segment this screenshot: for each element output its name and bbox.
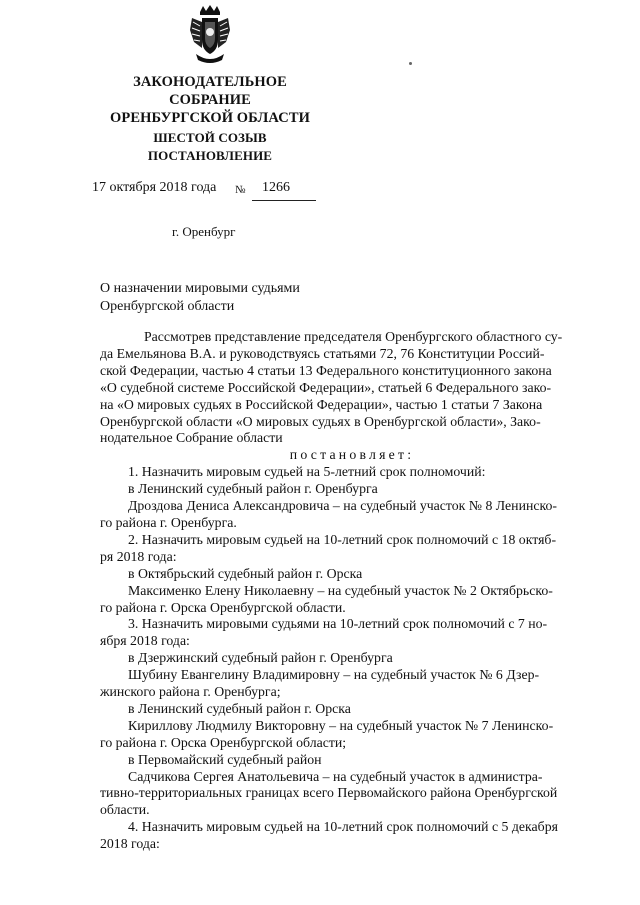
number-sign: № — [235, 184, 246, 196]
preamble-line: нодательное Собрание области — [100, 430, 283, 446]
header-line-1: ЗАКОНОДАТЕЛЬНОЕ — [133, 74, 287, 90]
subject — [100, 280, 300, 315]
header-line-2: СОБРАНИЕ — [169, 92, 251, 108]
item-line: 3. Назначить мировыми судьями на 10-летний срок полномочий с 7 но- — [128, 616, 548, 632]
item-line: в Дзержинский судебный район г. Оренбурга — [128, 650, 393, 666]
item-line: в Первомайский судебный район — [128, 751, 322, 767]
item-line: 2018 года: — [100, 836, 160, 852]
item-line: в Октябрьский судебный район г. Орска — [128, 565, 363, 581]
preamble-line: да Емельянова В.А. и руководствуясь статьями 72, 76 Конституции Россий- — [100, 345, 545, 361]
preamble-line: на «О мировых судьях в Российской Федерации», частью 1 статьи 7 Закона — [100, 396, 543, 412]
item-line: Кириллову Людмилу Викторовну – на судебный участок № 7 Ленинско- — [128, 717, 554, 733]
item-line: Садчикова Сергея Анатольевича – на судебный участок в администра- — [128, 768, 543, 784]
item-line: 2. Назначить мировым судьей на 10-летний срок полномочий с 18 октяб- — [128, 531, 557, 547]
preamble-line: Оренбургской области «О мировых судьях в Оренбургской области», Зако- — [100, 413, 541, 429]
city: г. Оренбург — [172, 224, 236, 239]
item-line: Шубину Евангелину Владимировну – на судебный участок № 6 Дзер- — [128, 667, 540, 683]
item-line: области. — [100, 802, 150, 818]
convocation: ШЕСТОЙ СОЗЫВ — [153, 130, 267, 145]
resolves-word: постановляет: — [289, 447, 415, 463]
header-line-3: ОРЕНБУРГСКОЙ ОБЛАСТИ — [110, 110, 310, 126]
item-line: Дроздова Дениса Александровича – на судебный участок № 8 Ленинско- — [128, 498, 557, 514]
number-underline — [252, 200, 316, 201]
item-line: ября 2018 года: — [100, 633, 190, 649]
item-line: го района г. Оренбурга. — [100, 514, 237, 530]
document-type: ПОСТАНОВЛЕНИЕ — [147, 148, 273, 163]
preamble-line: Рассмотрев представление председателя Оренбургского областного су- — [144, 329, 563, 344]
item-line: Максименко Елену Николаевну – на судебный участок № 2 Октябрьско- — [128, 582, 553, 598]
item-line: го района г. Орска Оренбургской области. — [100, 599, 346, 615]
document-date: 17 октября 2018 года — [92, 180, 217, 195]
item-line: тивно-территориальных границах всего Первомайского района Оренбургской — [100, 785, 558, 801]
item-line: 4. Назначить мировым судьей на 10-летний срок полномочий с 5 декабря — [128, 819, 558, 835]
document-body — [100, 329, 604, 853]
subject-line: Оренбургской области — [100, 298, 235, 314]
item-line: го района г. Орска Оренбургской области; — [100, 734, 347, 750]
item-line: в Ленинский судебный район г. Оренбурга — [128, 481, 378, 497]
subject-line: О назначении мировыми судьями — [100, 281, 300, 296]
document-number: 1266 — [262, 180, 290, 195]
item-line: в Ленинский судебный район г. Орска — [128, 700, 351, 716]
preamble-line: «О судебной системе Российской Федерации», статьей 6 Федерального зако- — [100, 379, 552, 395]
item-line: ря 2018 года: — [100, 548, 177, 564]
scan-dot — [409, 62, 412, 65]
coat-of-arms-icon — [186, 4, 234, 66]
item-line: жинского района г. Оренбурга; — [100, 684, 281, 700]
preamble-line: ской Федерации, частью 4 статьи 13 Федерального конституционного закона — [100, 362, 552, 378]
item-line: 1. Назначить мировым судьей на 5-летний срок полномочий: — [128, 464, 486, 480]
